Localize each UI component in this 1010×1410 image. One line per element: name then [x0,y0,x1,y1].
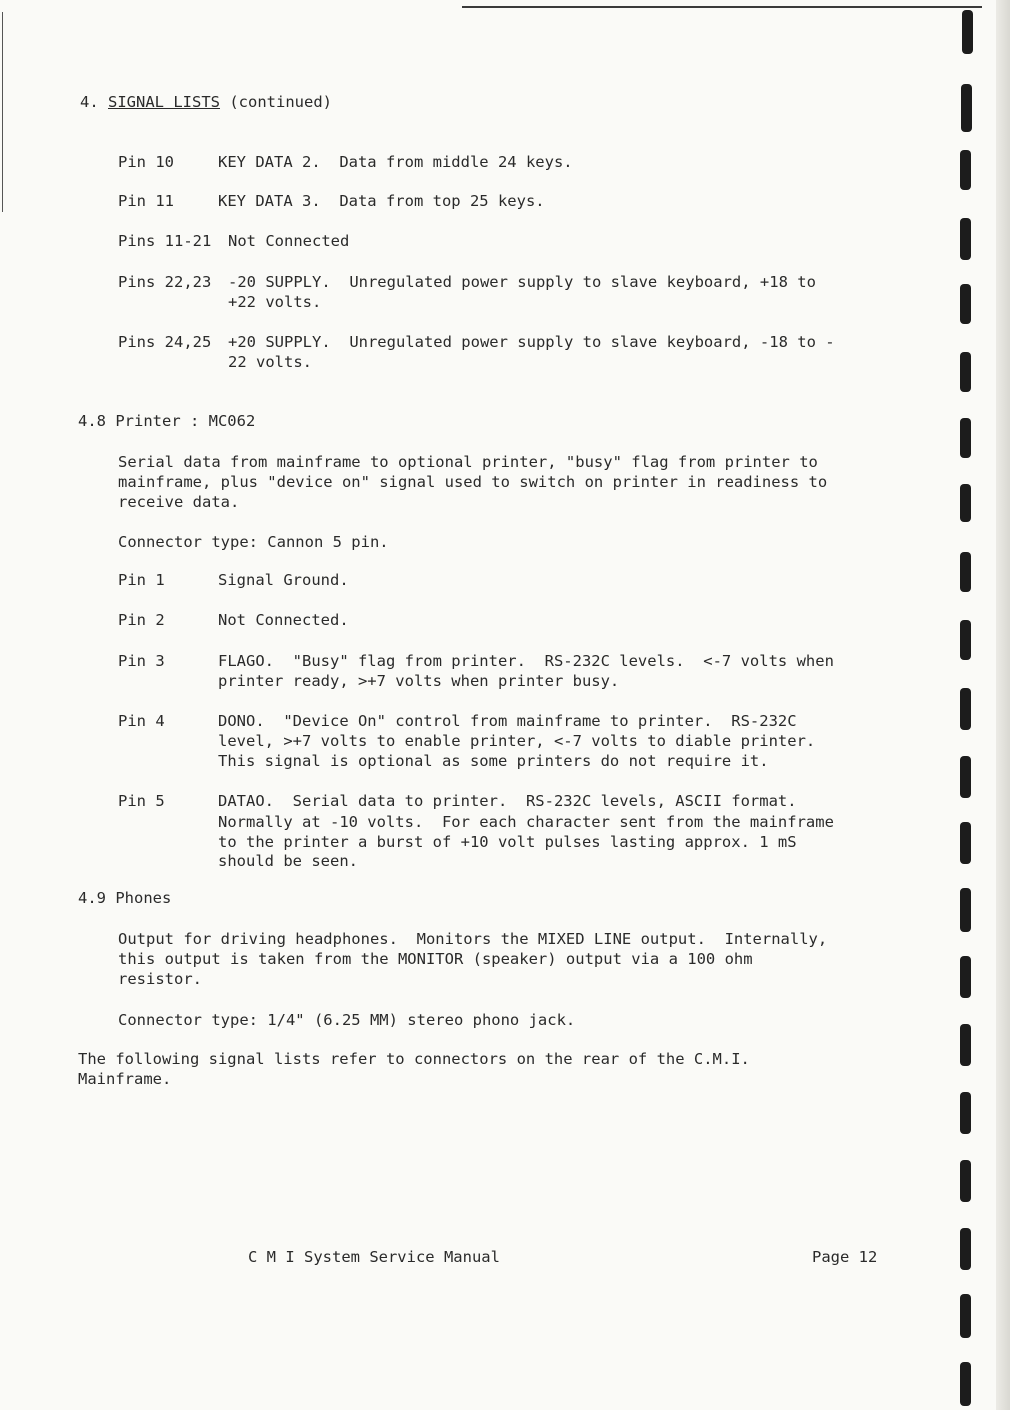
printer-description-line: Serial data from mainframe to optional printer, "busy" flag from printer to [118,453,818,471]
printer-connector-type: Connector type: Cannon 5 pin. [118,533,389,551]
footer-page-number: Page 12 [812,1248,878,1266]
pin-label: Pins 11-21 [118,232,212,250]
section-suffix: (continued) [229,93,332,111]
pin-description-line: printer ready, >+7 volts when printer busy. [218,672,620,690]
pin-description: Signal Ground. [218,571,349,589]
binding-hole [960,688,971,730]
binding-hole [960,956,971,998]
printer-description-line: mainframe, plus "device on" signal used to switch on printer in readiness to [118,473,828,491]
section-heading [80,92,332,112]
pin-label: Pin 11 [118,192,174,210]
page-edge-line-left [2,12,3,212]
binding-hole [960,284,971,324]
printer-description-line: receive data. [118,493,240,511]
binding-hole [960,822,971,864]
pin-label: Pins 22,23 [118,273,212,291]
pin-label: Pin 3 [118,652,165,670]
binding-hole [960,150,971,190]
pin-label: Pin 10 [118,153,174,171]
binding-hole [960,418,971,458]
pin-description-line: +22 volts. [228,293,322,311]
pin-description-line: DATAO. Serial data to printer. RS-232C levels, ASCII format. [218,792,797,810]
pin-description-line: This signal is optional as some printers do not require it. [218,752,769,770]
binding-hole [960,1024,971,1066]
binding-hole [960,1294,971,1338]
pin-label: Pin 5 [118,792,165,810]
pin-description: Not Connected [228,232,350,250]
binding-hole [960,218,971,260]
binding-strip [996,0,1010,1410]
pin-label: Pins 24,25 [118,333,212,351]
binding-hole [960,552,971,592]
binding-hole [961,84,972,132]
pin-description-line: FLAGO. "Busy" flag from printer. RS-232C levels. <-7 volts when [218,652,834,670]
phones-description-line: this output is taken from the MONITOR (speaker) output via a 100 ohm [118,950,753,968]
binding-hole [962,10,973,54]
binding-hole [960,756,971,798]
pin-label: Pin 1 [118,571,165,589]
binding-hole [960,1092,971,1134]
binding-hole [960,1160,971,1202]
pin-label: Pin 4 [118,712,165,730]
phones-description-line: Output for driving headphones. Monitors the MIXED LINE output. Internally, [118,930,828,948]
phones-heading: 4.9 Phones [78,889,172,907]
pin-description-line: Normally at -10 volts. For each character sent from the mainframe [218,813,834,831]
binding-hole [960,352,971,392]
pin-description: KEY DATA 3. Data from top 25 keys. [218,192,545,210]
phones-connector-type: Connector type: 1/4" (6.25 MM) stereo phono jack. [118,1011,576,1029]
pin-description-line: DONO. "Device On" control from mainframe to printer. RS-232C [218,712,797,730]
page-edge-line [462,6,982,8]
binding-hole [960,1362,971,1406]
pin-label: Pin 2 [118,611,165,629]
pin-description: KEY DATA 2. Data from middle 24 keys. [218,153,573,171]
binding-hole [960,484,971,522]
pin-description-line: 22 volts. [228,353,312,371]
pin-description: Not Connected. [218,611,349,629]
closing-note-line: The following signal lists refer to connectors on the rear of the C.M.I. [78,1050,750,1068]
binding-hole [960,888,971,932]
printer-heading: 4.8 Printer : MC062 [78,412,256,430]
section-title: SIGNAL LISTS [108,93,220,111]
pin-description-line: -20 SUPPLY. Unregulated power supply to slave keyboard, +18 to [228,273,816,291]
footer-manual-title: C M I System Service Manual [248,1248,500,1266]
binding-hole [960,1228,971,1270]
binding-hole [960,620,971,660]
closing-note-line: Mainframe. [78,1070,172,1088]
section-number: 4. [80,93,99,111]
pin-description-line: level, >+7 volts to enable printer, <-7 volts to diable printer. [218,732,816,750]
pin-description-line: should be seen. [218,852,358,870]
pin-description-line: +20 SUPPLY. Unregulated power supply to slave keyboard, -18 to - [228,333,835,351]
pin-description-line: to the printer a burst of +10 volt pulses lasting approx. 1 mS [218,833,797,851]
phones-description-line: resistor. [118,970,202,988]
